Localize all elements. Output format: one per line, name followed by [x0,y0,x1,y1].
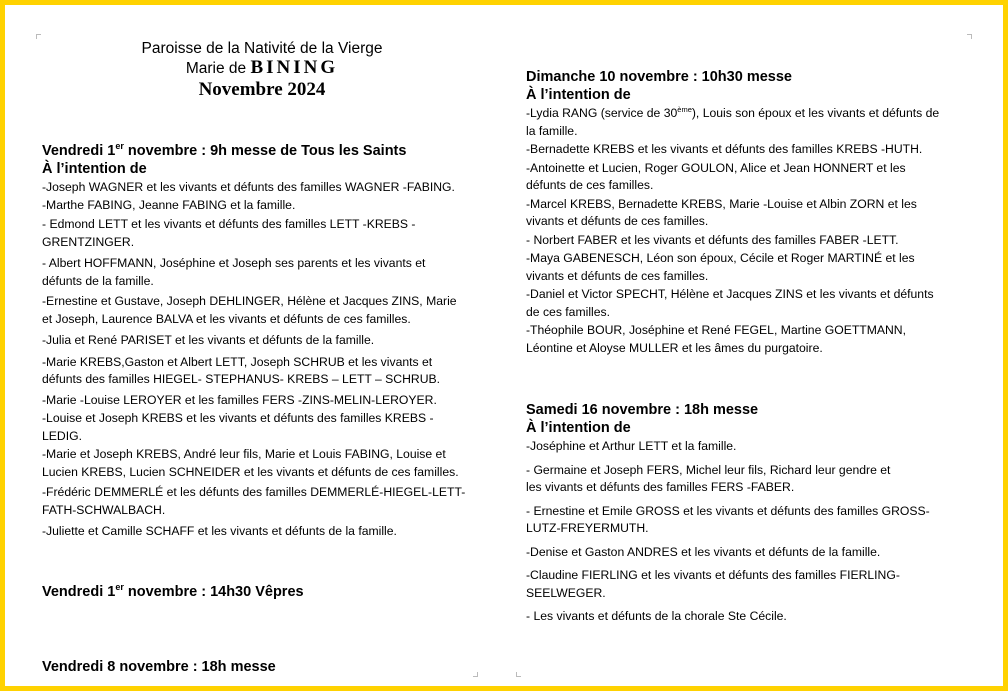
intention-item: - Edmond LETT et les vivants et défunts des familles LETT -KREBS - GRENTZINGER. [42,217,416,249]
section-nov-1-mass [42,142,487,543]
section-nov-10-mass [526,68,976,359]
intention-item: - Ernestine et Emile GROSS et les vivants et défunts des familles GROSS- LUTZ-FREYERMUTH. [526,503,930,535]
intention-item: -Juliette et Camille SCHAFF et les vivants et défunts de la famille. [42,524,397,538]
intention-item: -Frédéric DEMMERLÉ et les défunts des familles DEMMERLÉ-HIEGEL-LETT- FATH-SCHWALBACH. [42,485,466,517]
crop-mark [473,672,478,677]
intention-item: -Julia et René PARISET et les vivants et défunts de la famille. [42,333,375,347]
section-title: Samedi 16 novembre : 18h messe [526,402,759,418]
parish-location [42,58,482,79]
intention-item: - Norbert FABER et les vivants et défunts des familles FABER -LETT. [526,232,899,247]
crop-mark [36,34,41,39]
section-nov-8-mass [42,658,276,676]
intention-item: -Joseph WAGNER et les vivants et défunts des familles WAGNER -FABING. -Marthe FABING, Jeanne FABING et la famille. [42,180,455,212]
village-name: BINING [250,57,339,78]
intention-item: -Maya GABENESCH, Léon son époux, Cécile et Roger MARTINÉ et les vivants et défunts de ces familles. [526,251,915,283]
crop-mark [967,34,972,39]
intention-item: -Théophile BOUR, Joséphine et René FEGEL, Martine GOETTMANN, Léontine et Aloyse MULLER et les âmes du purgatoire. [526,323,906,355]
crop-mark [516,672,521,677]
intention-item: - Les vivants et défunts de la chorale Ste Cécile. [526,609,787,623]
parish-location-prefix: Marie de [185,60,247,77]
section-nov-1-vespers [42,583,304,601]
section-subtitle: À l’intention de [526,420,631,436]
intention-item: -Marie KREBS,Gaston et Albert LETT, Joseph SCHRUB et les vivants et défunts des familles HIEGEL- STEPHANUS- KREBS – LETT – SCHRUB. [42,354,441,386]
intention-item: -Claudine FIERLING et les vivants et défunts des familles FIERLING- SEELWEGER. [526,568,900,600]
intention-item: -Daniel et Victor SPECHT, Hélène et Jacques ZINS et les vivants et défunts de ces familles. [526,287,934,319]
intention-item: -Bernadette KREBS et les vivants et défunts des familles KREBS -HUTH. [526,142,923,156]
intention-item: -Marcel KREBS, Bernadette KREBS, Marie -Louise et Albin ZORN et les vivants et défunts de ces familles. [526,196,917,228]
section-title: Vendredi 1er novembre : 9h messe de Tous les Saints [42,141,407,159]
intention-item: -Lydia RANG (service de 30ème), Louis son époux et les vivants et défunts de la famille. [526,105,940,138]
intention-item: -Antoinette et Lucien, Roger GOULON, Alice et Jean HONNERT et les défunts de ces familles. [526,160,906,192]
parish-header [42,39,482,101]
section-title: Vendredi 1er novembre : 14h30 Vêpres [42,582,304,600]
intention-item: -Marie -Louise LEROYER et les familles FERS -ZINS-MELIN-LEROYER. [42,392,437,407]
section-title: Vendredi 8 novembre : 18h messe [42,659,276,675]
section-nov-16-mass [526,401,976,628]
intention-item: -Denise et Gaston ANDRES et les vivants et défunts de la famille. [526,544,881,559]
intention-item: -Joséphine et Arthur LETT et la famille. [526,439,737,453]
intention-item: - Albert HOFFMANN, Joséphine et Joseph ses parents et les vivants et défunts de la famille. [42,256,426,288]
section-subtitle: À l’intention de [526,87,631,103]
section-title: Dimanche 10 novembre : 10h30 messe [526,69,792,85]
intention-item: -Ernestine et Gustave, Joseph DEHLINGER, Hélène et Jacques ZINS, Marie et Joseph, Laurence BALVA et les vivants et défunts de ces familles. [42,294,457,326]
intention-item: - Germaine et Joseph FERS, Michel leur fils, Richard leur gendre et les vivants et défunts des familles FERS -FABER. [526,462,891,494]
parish-name: Paroisse de la Nativité de la Vierge [141,40,383,57]
section-subtitle: À l’intention de [42,161,147,177]
intention-item: -Marie et Joseph KREBS, André leur fils, Marie et Louis FABING, Louise et Lucien KREBS, Lucien SCHNEIDER et les vivants et défunts de ces familles. [42,447,459,479]
document-page [5,5,1003,686]
month-title: Novembre 2024 [198,79,326,100]
intention-item: -Louise et Joseph KREBS et les vivants et défunts des familles KREBS - LEDIG. [42,411,434,443]
